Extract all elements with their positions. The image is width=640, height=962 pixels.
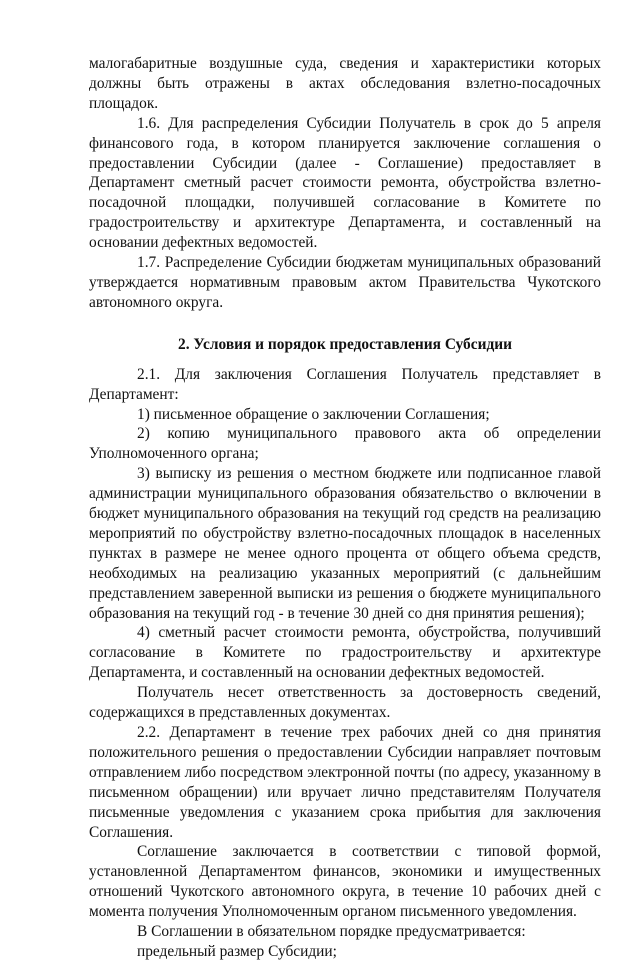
- paragraph-1-6: 1.6. Для распределения Субсидии Получатель в срок до 5 апреля финансового года, в котором планируется заключение соглашения о предоставлении Субсидии (далее - Соглашение) предоставляет в Департамент сметный расчет стоимости ремонта, обустройства взлетно-посадочной площадки, получившей согласование в Комитете по градостроительству и архитектуре Департамента, и составленный на основании дефектных ведомостей.: [89, 114, 601, 252]
- paragraph-agreement: Соглашение заключается в соответствии с типовой формой, установленной Департаментом финансов, экономики и имущественных отношений Чукотского автономного округа, в течение 10 рабочих дней с момента получения Уполномоченным органом письменного уведомления.: [89, 843, 601, 921]
- paragraph-responsibility: Получатель несет ответственность за достоверность сведений, содержащихся в представленных документах.: [89, 684, 601, 722]
- list-item-3: 3) выписку из решения о местном бюджете или подписанное главой администрации муниципального образования обязательство о включении в бюджет муниципального образования на текущий год средств на реализацию мероприятий по обустройству взлетно-посадочных площадок в населенных пунктах в размере не менее одного процента от общего объема средств, необходимых на реализацию указанных мероприятий (с дальнейшим представлением заверенной выписки из решения о бюджете муниципального образования на текущий год - в течение 30 дней со дня принятия решения);: [89, 465, 601, 622]
- paragraph-obligatory: В Соглашении в обязательном порядке предусматривается:: [137, 923, 526, 941]
- paragraph-2-2: 2.2. Департамент в течение трех рабочих дней со дня принятия положительного решения о предоставлении Субсидии направляет почтовым отправлением либо посредством электронной почты (по адресу, указанному в письменном обращении) или вручает лично представителям Получателя письменные уведомления с указанием срока прибытия для заключения Соглашения.: [89, 724, 601, 841]
- list-item-2: 2) копию муниципального правового акта об определении Уполномоченного органа;: [89, 425, 601, 463]
- paragraph-max-subsidy: предельный размер Субсидии;: [137, 942, 337, 960]
- paragraph-intro: малогабаритные воздушные суда, сведения и характеристики которых должны быть отражены в актах обследования взлетно-посадочных площадок.: [89, 55, 601, 112]
- list-item-1: 1) письменное обращение о заключении Соглашения;: [137, 405, 490, 423]
- document-page: [89, 54, 601, 962]
- paragraph-1-7: 1.7. Распределение Субсидии бюджетам муниципальных образований утверждается нормативным правовым актом Правительства Чукотского автономного округа.: [89, 254, 601, 311]
- paragraph-2-1: 2.1. Для заключения Соглашения Получатель представляет в Департамент:: [89, 365, 601, 403]
- list-item-4: 4) сметный расчет стоимости ремонта, обустройства, получивший согласование в Комитете по градостроительству и архитектуре Департамента, и составленный на основании дефектных ведомостей.: [89, 624, 601, 682]
- section-heading: 2. Условия и порядок предоставления Субсидии: [178, 335, 512, 353]
